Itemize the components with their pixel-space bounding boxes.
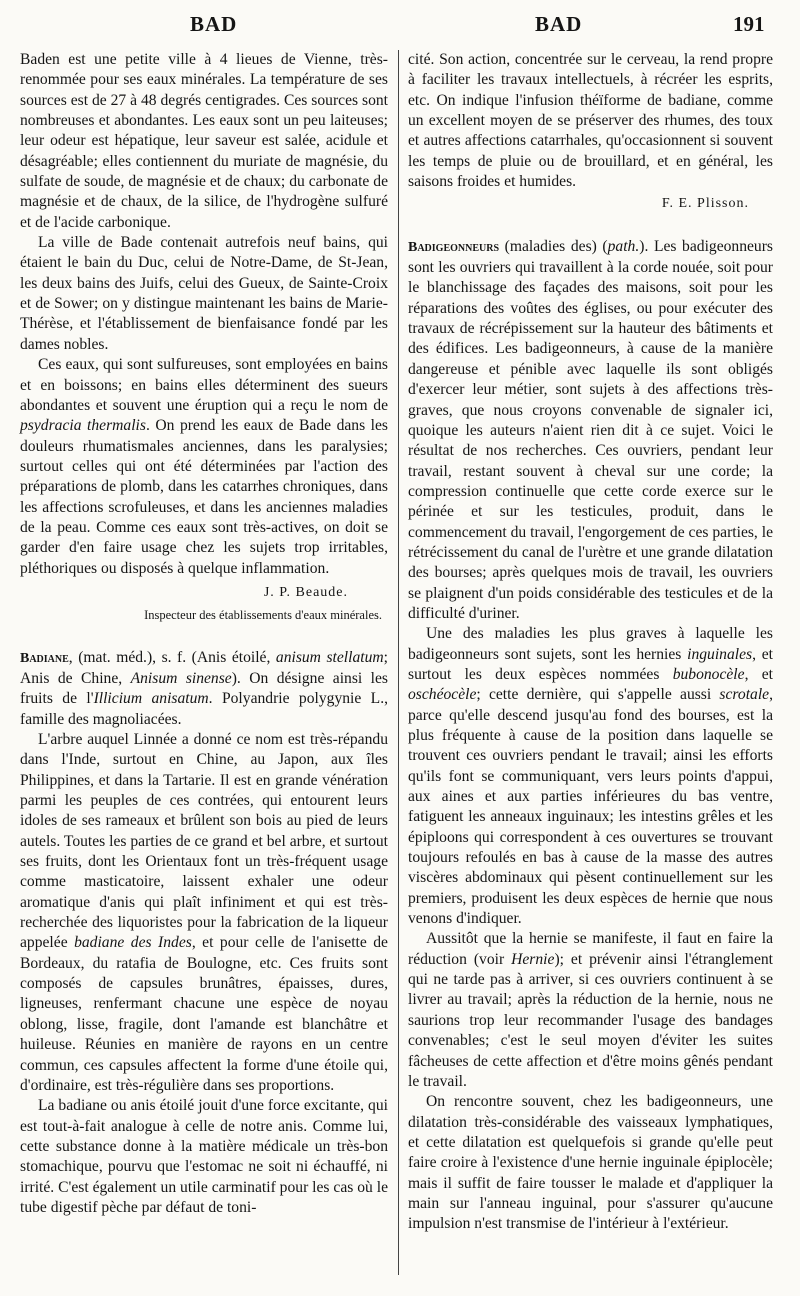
badigeonneurs-entry: Badigeonneurs (maladies des) (path.). Les badigeonneurs sont les ouvriers qui travaillent à la corde nouée, soit pour le blanchissage des façades des maisons, soit pour les réparations des voûtes des églises, ou pour exécuter des travaux de récrépissement sur la hauteur des bâtiments et des édifices. Les badigeonneurs, à cause de la manière dangereuse et pénible avec laquelle ils sont obligés d'exercer leur métier, sont sujets à des affections très-graves, que nous croyons convenable de signaler ici, quoique les auteurs n'aient rien dit à ce sujet. Voici le résultat de nos recherches. Ces ouvriers, pendant leur travail, restant souvent à cheval sur une corde; la compression continuelle que cette corde exerce sur le périnée et sur les testicules, produit, dans le commencement du travail, l'engorgement de ces parties, le rétrécissement du canal de l'urètre et une grande dilatation des bourses; après quelques mois de travail, les ouvriers se plaignent d'un poids considérable des testicules et de la difficulté d'uriner. (408, 237, 773, 622)
header-right-word: BAD (535, 12, 583, 36)
header-left-word: BAD (190, 12, 238, 36)
signature-beaude: J. P. Beaude. (263, 584, 348, 600)
entry-heading: Badiane (20, 650, 69, 666)
badiane-paragraph-3: La badiane ou anis étoilé jouit d'une force excitante, qui est tout-à-fait analogue à celle de notre anis. Comme lui, cette substance donne à la matière médicale un très-bon stomachique, pourvu que l'estomac ne soit ni échauffé, ni irrité. C'est également un utile carminatif pour les cas où le tube digestif pèche par défaut de toni- (20, 1097, 388, 1216)
badigeonneurs-paragraph-3: Aussitôt que la hernie se manifeste, il faut en faire la réduction (voir Hernie); et prévenir ainsi l'étranglement qui ne tarde pas à arriver, si ces ouvriers continuent à se livrer au travail; après la réduction de la hernie, nous ne saurions trop leur recommander l'usage des bandages convenables; c'est le seul moyen d'éviter les suites fâcheuses de cette affection et d'être moins gênés pendant le travail. (408, 930, 773, 1090)
badiane-entry: Badiane, (mat. méd.), s. f. (Anis étoilé, anisum stellatum; Anis de Chine, Anisum sinense). On désigne ainsi les fruits de l'Illicium anisatum. Polyandrie polygynie L., famille des magnoliacées. (20, 648, 389, 728)
page-number: 191 (733, 12, 765, 36)
badiane-continuation: cité. Son action, concentrée sur le cerveau, la rend propre à faciliter les travaux intellectuels, à récréer les esprits, etc. On indique l'infusion théïforme de badiane, comme un excellent moyen de se préserver des rhumes, des toux et autres affections catarrhales, qu'occasionnent si souvent les temps de pluie ou de brouillard, et en général, les saisons froides et humides. (408, 51, 773, 191)
column-divider (398, 50, 399, 1275)
baden-paragraph-2: La ville de Bade contenait autrefois neuf bains, qui étaient le bain du Duc, celui de Notre-Dame, de St-Jean, les deux bains des Juifs, celui des Gueux, de Sainte-Croix et de Sower; on y distingue maintenant les bains de Marie-Thérèse, et l'établissement de bienfaisance fondé par les dames nobles. (20, 234, 388, 353)
signature-title: Inspecteur des établissements d'eaux minérales. (144, 608, 382, 623)
badiane-paragraph-2: L'arbre auquel Linnée a donné ce nom est très-répandu dans l'Inde, surtout en Chine, au Japon, aux îles Philippines, et dans la Tartarie. Il est en grande vénération parmi les peuples de ces contrées, qui entourent leurs idoles de ses rameaux et brûlent son bois au pied de leurs autels. Toutes les parties de ce grand et bel arbre, et surtout ses fruits, dont les Orientaux font un très-fréquent usage comme masticatoire, laissent exhaler une odeur aromatique d'anis qui plaît infiniment et qui est très-recherchée des liquoristes pour la fabrication de la liqueur appelée badiane des Indes, et pour celle de l'anisette de Bordeaux, du ratafia de Boulogne, etc. Ces fruits sont composés de capsules brunâtres, épaisses, dures, ligneuses, renfermant chacune une espèce de noyau oblong, lisse, fragile, dont l'amande est blanchâtre et huileuse. Réunies en manière de rayons en un centre commun, ces capsules affectent la forme d'une étoile qui, d'ordinaire, est très-régulière dans ses proportions. (20, 731, 388, 1094)
signature-plisson: F. E. Plisson. (661, 196, 749, 212)
left-column (20, 50, 388, 1218)
baden-paragraph-3: Ces eaux, qui sont sulfureuses, sont employées en bains et en boissons; en bains elles déterminent des sueurs abondantes et souvent une éruption qui a reçu le nom de psydracia thermalis. On prend les eaux de Bade dans les douleurs rhumatismales anciennes, dans les paralysies; surtout celles qui ont été déterminées par l'action des préparations de plomb, dans les catarrhes chroniques, dans les affections scrofuleuses, et dans les anciennes maladies de la peau. Comme ces eaux sont très-actives, on doit se garder d'en faire usage chez les sujets trop irritables, pléthoriques ou disposés à quelque inflammation. (20, 356, 388, 577)
badigeonneurs-paragraph-2: Une des maladies les plus graves à laquelle les badigeonneurs sont sujets, sont les hernies inguinales, et surtout les deux espèces nommées bubonocèle, et oschéocèle; cette dernière, qui s'appelle aussi scrotale, parce qu'elle descend jusqu'au fond des bourses, est la plus fréquente à cause de la position dans laquelle se trouvent ces ouvriers pendant le travail; ainsi les efforts qu'ils font se communiquant, vers leurs points d'appui, aux aines et aux parties inférieures du bas ventre, fatiguent les anneaux inguinaux; les intestins grêles et les épiploons qui correspondent à ces ouvertures se trouvant toujours refoulés en bas à cause de la masse des autres viscères abdominaux qui pèsent continuellement sur les premiers, produisent les deux espèces de hernie que nous venons d'indiquer. (408, 625, 773, 928)
running-header (0, 12, 800, 42)
entry-heading: Badigeonneurs (408, 239, 500, 255)
baden-paragraph-1: Baden est une petite ville à 4 lieues de Vienne, très-renommée pour ses eaux minérales. La température de ses sources est de 27 à 48 degrés centigrades. Ces sources sont nombreuses et abondantes. Les eaux sont un peu laiteuses; leur odeur est hépatique, leur saveur est salée, acidule et désagréable; elles contiennent du muriate de magnésie, du sulfate de soude, de magnésie et de chaux; du carbonate de magnésie et de chaux, de la silice, de l'hydrogène sulfuré et de l'acide carbonique. (20, 51, 388, 231)
right-column (408, 50, 773, 1235)
badigeonneurs-paragraph-4: On rencontre souvent, chez les badigeonneurs, une dilatation très-considérable des vaisseaux lymphatiques, et cette dilatation est quelquefois si grande qu'elle peut faire croire à l'existence d'une hernie inguinale épiplocèle; mais il suffit de faire tousser le malade et d'appliquer la main sur l'anneau inguinal, pour s'assurer qu'aucune impulsion n'est transmise de l'intérieur à l'extérieur. (408, 1093, 773, 1233)
